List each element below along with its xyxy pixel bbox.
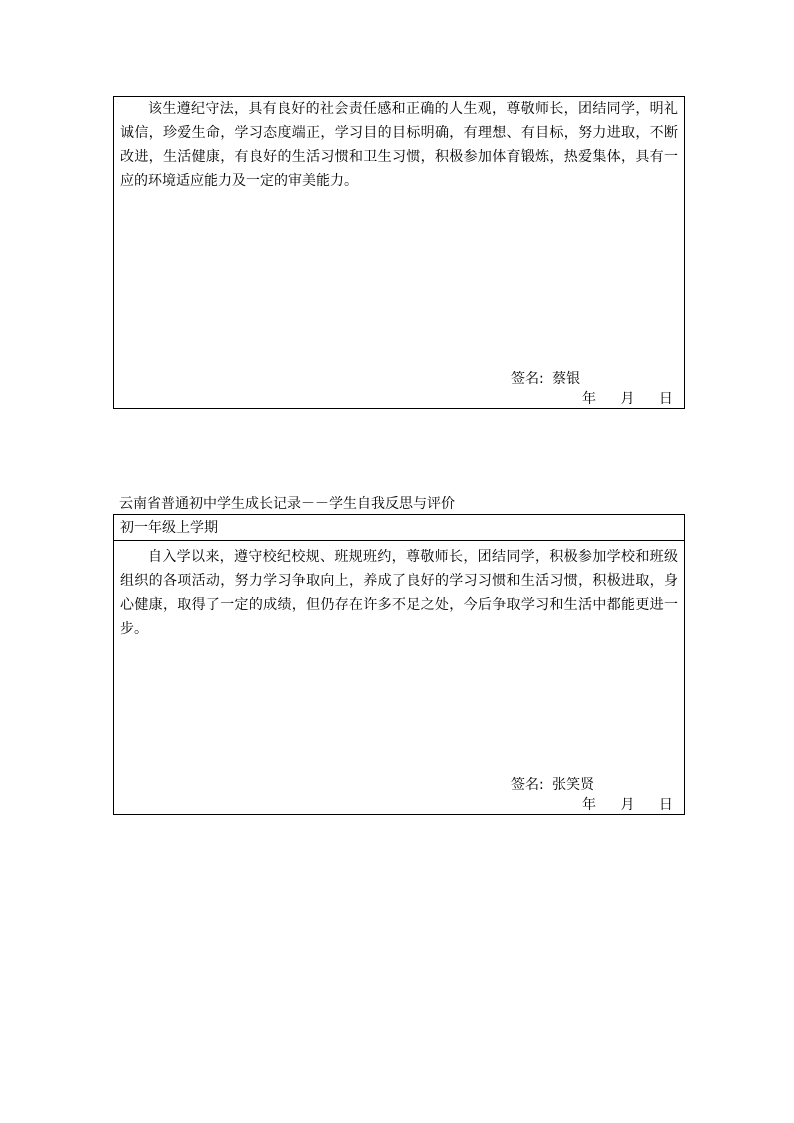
date-month-label: 月 [620, 391, 635, 407]
term-label: 初一年级上学期 [120, 520, 218, 536]
student-signature [511, 775, 594, 795]
date-year-label: 年 [582, 391, 596, 407]
section-title: 云南省普通初中学生成长记录－－学生自我反思与评价 [119, 496, 455, 512]
signature-label: 签名: [511, 371, 544, 387]
teacher-signature [511, 369, 580, 389]
date-day-label: 日 [658, 391, 673, 407]
date-year-label: 年 [582, 797, 596, 813]
teacher-comment-text: 该生遵纪守法，具有良好的社会责任感和正确的人生观，尊敬师长，团结同学，明礼诚信，珍爱生命，学习态度端正，学习目的目标明确，有理想、有目标，努力进取，不断改进，生活健康，有良好的生活习惯和卫生习惯，积极参加体育锻炼，热爱集体，具有一应的环境适应能力及一定的审美能力。 [120, 101, 678, 189]
signature-label: 签名: [511, 777, 544, 793]
teacher-comment-box [113, 96, 685, 409]
term-row [114, 515, 684, 541]
self-reflection-box [113, 514, 685, 815]
date-day-label: 日 [658, 797, 673, 813]
signature-name: 蔡银 [552, 371, 581, 387]
self-reflection-text: 自入学以来，遵守校纪校规、班规班约，尊敬师长，团结同学，积极参加学校和班级组织的各项活动，努力学习争取向上，养成了良好的学习习惯和生活习惯，积极进取，身心健康，取得了一定的成绩，但仍存在许多不足之处，今后争取学习和生活中都能更进一步。 [120, 549, 678, 637]
teacher-date [582, 389, 673, 409]
date-month-label: 月 [620, 797, 635, 813]
signature-name: 张笑贤 [552, 777, 595, 793]
student-date [582, 795, 673, 815]
